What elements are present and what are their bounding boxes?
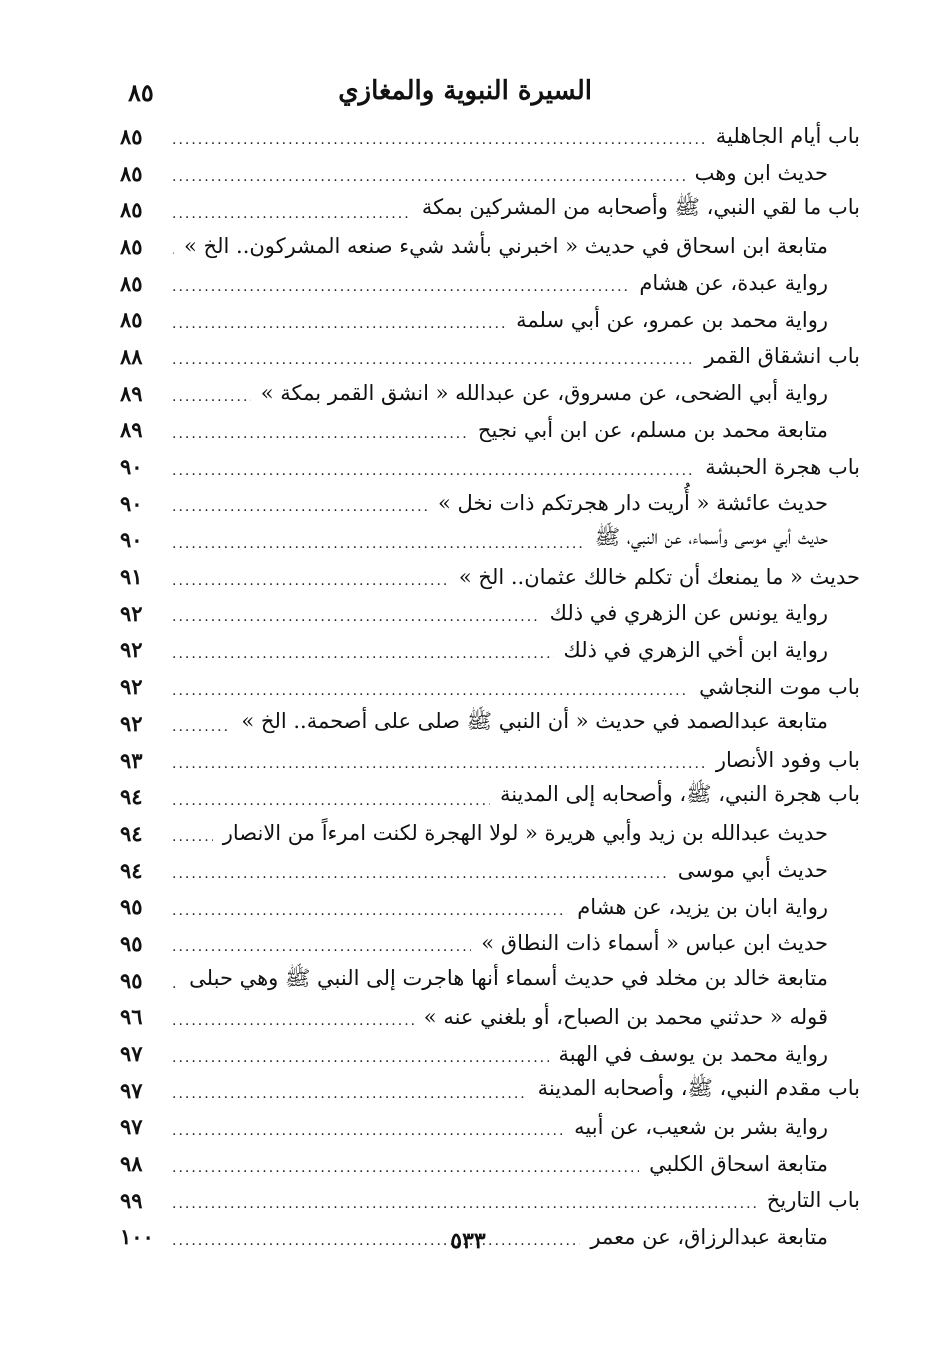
toc-entry-page: ٨٩ (120, 417, 143, 443)
toc-entry (120, 925, 860, 962)
dot-leader (172, 131, 706, 149)
toc-entry (120, 632, 860, 669)
dot-leader (172, 792, 490, 810)
toc-entry-title: متابعة ابن اسحاق في حديث « اخبرني بأشد شيء صنعه المشركون.. الخ » (184, 234, 828, 259)
dot-leader (172, 865, 668, 883)
dot-leader (172, 645, 554, 663)
toc-entry (120, 999, 860, 1036)
toc-entry-title: متابعة خالد بن مخلد في حديث أسماء أنها هاجرت إلى النبي ﷺ وهي حبلى (189, 965, 828, 990)
toc-entry-title: حديث « ما يمنعك أن تكلم خالك عثمان.. الخ » (458, 564, 860, 589)
toc-entry (120, 852, 860, 889)
dot-leader (172, 1012, 414, 1030)
toc-entry (120, 778, 860, 815)
toc-entry-title: رواية ابان بن يزيد، عن هشام (577, 894, 828, 919)
toc-entry (120, 1035, 860, 1072)
toc-entry (120, 1182, 860, 1219)
toc-entry-title: رواية أبي الضحى، عن مسروق، عن عبدالله « انشق القمر بمكة » (260, 381, 828, 406)
header-title: السيرة النبوية والمغازي (338, 76, 592, 106)
toc-entry-title: متابعة اسحاق الكلبي (649, 1151, 828, 1176)
toc-entry-title: حديث ابن وهب (694, 161, 828, 186)
dot-leader (172, 1122, 564, 1140)
toc-entry-page: ٨٥ (120, 160, 143, 186)
toc-entry (120, 191, 860, 228)
toc-entry-page: ٨٥ (120, 197, 143, 223)
dot-leader (172, 718, 231, 736)
toc-entry-page: ٩١ (120, 564, 143, 590)
dot-leader (172, 1195, 757, 1213)
toc-entry-page: ٩٢ (120, 637, 143, 663)
toc-entry (120, 815, 860, 852)
dot-leader (172, 975, 179, 993)
toc-entry-title: رواية محمد بن يوسف في الهبة (558, 1041, 828, 1066)
toc-entry-page: ٩٢ (120, 674, 143, 700)
dot-leader (172, 205, 412, 223)
toc-entry (120, 742, 860, 779)
toc-entry-title: باب التاريخ (766, 1188, 860, 1213)
toc-entry-title: رواية محمد بن عمرو، عن أبي سلمة (516, 307, 828, 332)
toc-entry-page: ٨٥ (120, 307, 143, 333)
dot-leader (172, 462, 695, 480)
toc-entry-title: باب موت النجاشي (699, 674, 860, 699)
dot-leader (172, 388, 251, 406)
toc-entry-title: باب ما لقي النبي، ﷺ وأصحابه من المشركين بمكة (421, 195, 860, 220)
dot-leader (172, 572, 449, 590)
dot-leader (172, 828, 213, 846)
toc-entry-title: حديث أبي موسى وأسماء، عن النبي، ﷺ (594, 525, 828, 550)
toc-entry (120, 412, 860, 449)
toc-entry-title: رواية ابن أخي الزهري في ذلك (563, 637, 828, 662)
toc-entry-title: قوله « حدثني محمد بن الصباح، أو بلغني عنه » (423, 1004, 828, 1029)
toc-entry-title: رواية بشر بن شعيب، عن أبيه (574, 1114, 828, 1139)
toc-entry-page: ١٠٠ (120, 1224, 154, 1250)
dot-leader (172, 315, 506, 333)
dot-leader (172, 902, 567, 920)
toc-entry-title: متابعة عبدالرزاق، عن معمر (590, 1224, 828, 1249)
toc-entry-title: باب أيام الجاهلية (715, 124, 860, 149)
toc-entry-title: متابعة عبدالصمد في حديث « أن النبي ﷺ صلى على أصحمة.. الخ » (241, 708, 828, 733)
toc-entry-page: ٨٥ (120, 270, 143, 296)
toc-entry (120, 118, 860, 155)
dot-leader (172, 278, 629, 296)
footer-page-number: ٥٣٣ (450, 1228, 486, 1254)
header-page-number: ٨٥ (128, 78, 154, 107)
dot-leader (172, 498, 428, 516)
toc-entry-title: حديث ابن عباس « أسماء ذات النطاق » (481, 931, 828, 956)
toc-entry-page: ٩٦ (120, 1004, 143, 1030)
dot-leader (172, 1049, 549, 1067)
toc-entry (120, 155, 860, 192)
toc-entry-title: متابعة محمد بن مسلم، عن ابن أبي نجيح (477, 417, 828, 442)
dot-leader (172, 682, 689, 700)
toc-entry-page: ٩٠ (120, 490, 143, 516)
toc-entry-page: ٩٧ (120, 1077, 143, 1103)
toc-entry (120, 522, 860, 559)
dot-leader (172, 938, 471, 956)
toc-entry-page: ٩٢ (120, 710, 143, 736)
toc-entry (120, 1109, 860, 1146)
toc-entry-page: ٩٥ (120, 894, 143, 920)
dot-leader (172, 241, 174, 259)
table-of-contents (120, 118, 860, 1255)
toc-entry-page: ٩٣ (120, 747, 143, 773)
toc-entry-title: باب هجرة النبي، ﷺ، وأصحابه إلى المدينة (499, 782, 860, 807)
toc-entry-page: ٨٥ (120, 123, 143, 149)
toc-entry (120, 265, 860, 302)
toc-entry (120, 962, 860, 999)
page-header (120, 74, 856, 118)
toc-entry (120, 705, 860, 742)
toc-entry-page: ٩٥ (120, 967, 143, 993)
toc-entry-page: ٩٧ (120, 1041, 143, 1067)
toc-entry-page: ٩٨ (120, 1151, 143, 1177)
toc-entry (120, 485, 860, 522)
toc-entry (120, 888, 860, 925)
toc-entry (120, 595, 860, 632)
toc-entry (120, 338, 860, 375)
toc-entry-page: ٨٨ (120, 343, 143, 369)
toc-entry-page: ٩٢ (120, 600, 143, 626)
toc-entry-title: حديث عبدالله بن زيد وأبي هريرة « لولا الهجرة لكنت امرءاً من الانصار (222, 821, 828, 846)
toc-entry (120, 448, 860, 485)
toc-entry (120, 375, 860, 412)
toc-entry (120, 228, 860, 265)
toc-entry-title: حديث عائشة « أُريت دار هجرتكم ذات نخل » (438, 491, 828, 516)
toc-entry-title: باب وفود الأنصار (715, 748, 860, 773)
toc-entry-page: ٩٧ (120, 1114, 143, 1140)
toc-entry-page: ٩٤ (120, 857, 143, 883)
toc-entry-page: ٨٥ (120, 233, 143, 259)
toc-entry-title: باب مقدم النبي، ﷺ، وأصحابه المدينة (537, 1075, 860, 1100)
toc-entry-title: رواية عبدة، عن هشام (639, 271, 828, 296)
dot-leader (172, 1085, 528, 1103)
toc-entry (120, 668, 860, 705)
toc-entry (120, 1072, 860, 1109)
toc-entry-page: ٩٠ (120, 527, 143, 553)
dot-leader (172, 535, 585, 553)
toc-entry-page: ٩٩ (120, 1187, 143, 1213)
toc-entry-page: ٩٥ (120, 930, 143, 956)
dot-leader (172, 351, 694, 369)
toc-entry-page: ٨٩ (120, 380, 143, 406)
toc-entry (120, 1145, 860, 1182)
toc-entry-page: ٩٤ (120, 784, 143, 810)
toc-entry-title: باب هجرة الحبشة (705, 454, 860, 479)
dot-leader (172, 1159, 639, 1177)
toc-entry (120, 301, 860, 338)
toc-entry-title: رواية يونس عن الزهري في ذلك (549, 601, 828, 626)
toc-entry (120, 558, 860, 595)
dot-leader (172, 755, 706, 773)
toc-entry-page: ٩٤ (120, 820, 143, 846)
toc-entry-title: حديث أبي موسى (677, 858, 828, 883)
toc-entry-title: باب انشقاق القمر (704, 344, 860, 369)
dot-leader (172, 425, 468, 443)
dot-leader (172, 168, 685, 186)
dot-leader (172, 608, 540, 626)
toc-entry-page: ٩٠ (120, 454, 143, 480)
